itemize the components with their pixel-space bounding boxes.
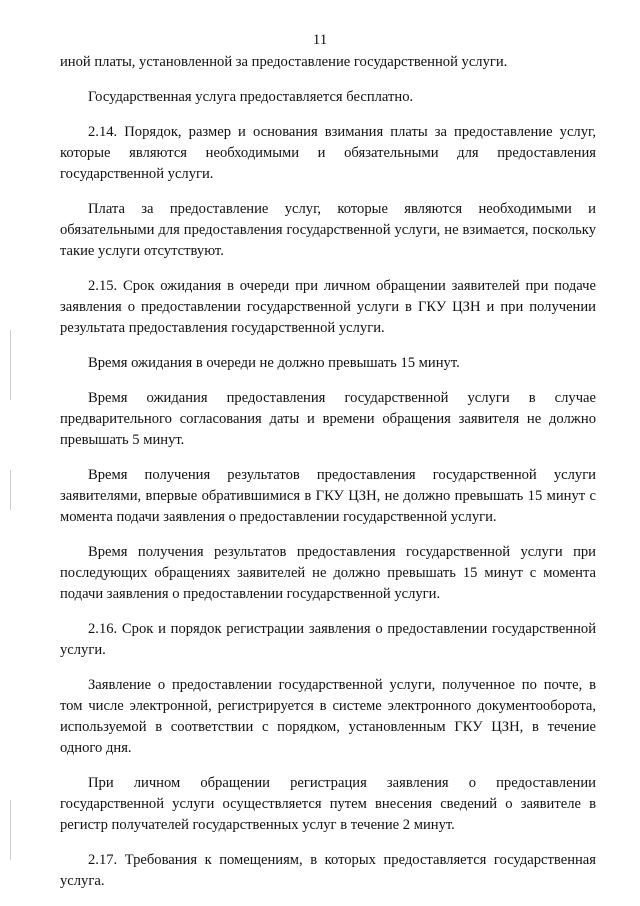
- scan-edge-mark: [10, 330, 11, 400]
- scan-edge-mark: [10, 470, 11, 510]
- paragraph: Плата за предоставление услуг, которые являются необходимыми и обязательными для предоставления государственной услуги, не взимается, поскольку такие услуги отсутствуют.: [60, 201, 596, 259]
- section-heading-2-14: 2.14. Порядок, размер и основания взимания платы за предоставление услуг, которые являются необходимыми и обязательными для предоставления государственной услуги.: [60, 124, 596, 182]
- paragraph: Время получения результатов предоставления государственной услуги при последующих обращениях заявителей не должно превышать 15 минут с момента подачи заявления о предоставлении государственной услуги.: [60, 544, 596, 602]
- paragraph: иной платы, установленной за предоставление государственной услуги.: [60, 54, 508, 70]
- document-body: [60, 52, 596, 906]
- paragraph: Заявление о предоставлении государственной услуги, полученное по почте, в том числе электронной, регистрируется в системе электронного документооборота, используемой в соответствии с порядком, установленным ГКУ ЦЗН, в течение одного дня.: [60, 677, 596, 756]
- section-heading-2-15: 2.15. Срок ожидания в очереди при личном обращении заявителей при подаче заявления о предоставлении государственной услуги в ГКУ ЦЗН и при получении результата предоставления государственной услуги.: [60, 278, 596, 336]
- page-number: 11: [312, 32, 328, 48]
- paragraph: Время ожидания предоставления государственной услуги в случае предварительного согласования даты и времени обращения заявителя не должно превышать 5 минут.: [60, 390, 596, 448]
- section-heading-2-16: 2.16. Срок и порядок регистрации заявления о предоставлении государственной услуги.: [60, 621, 596, 658]
- scan-edge-mark: [10, 800, 11, 860]
- paragraph: Время получения результатов предоставления государственной услуги заявителями, впервые обратившимися в ГКУ ЦЗН, не должно превышать 15 минут с момента подачи заявления о предоставлении государственной услуги.: [60, 467, 596, 525]
- paragraph: Время ожидания в очереди не должно превышать 15 минут.: [88, 355, 460, 371]
- paragraph: При личном обращении регистрация заявления о предоставлении государственной услуги осуществляется путем внесения сведений о заявителе в регистр получателей государственных услуг в течение 2 минут.: [60, 775, 596, 833]
- section-heading-2-17: 2.17. Требования к помещениям, в которых предоставляется государственная услуга.: [60, 852, 596, 889]
- paragraph: Государственная услуга предоставляется бесплатно.: [88, 89, 414, 105]
